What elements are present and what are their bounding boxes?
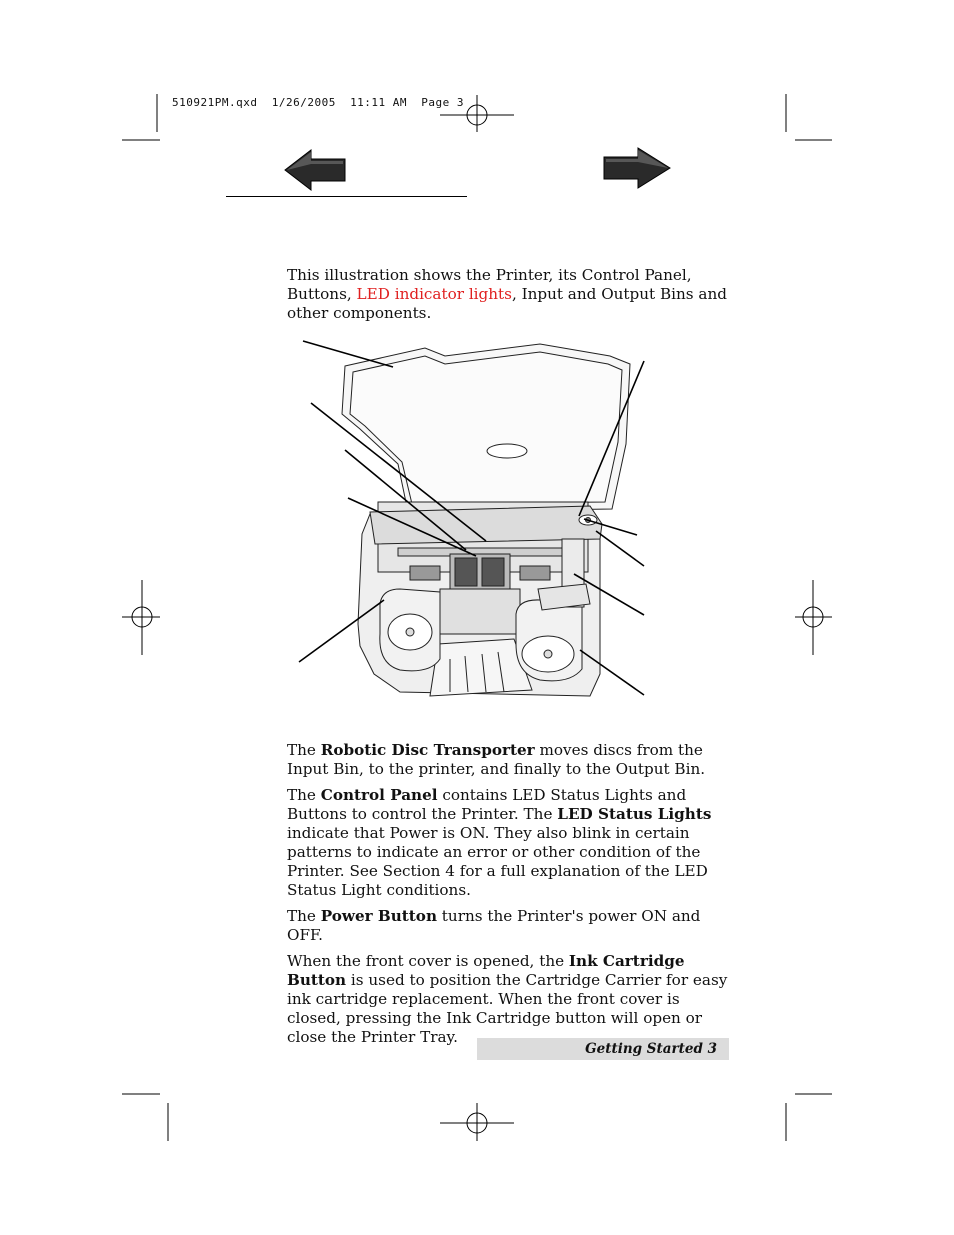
term-ink-cartridge-button: Ink Cartridge Button: [287, 952, 685, 989]
page-footer-label: Getting Started 3: [585, 1041, 717, 1057]
footer-bar: [477, 1038, 729, 1060]
term-control-panel: Control Panel: [320, 786, 438, 804]
term-power-button: Power Button: [320, 907, 437, 925]
control-panel-paragraph: The Control Panel contains LED Status Lights and Buttons to control the Printer. The LED Status Lights indicate that Power is ON. They also blink in certain patterns to indicate an error or other condition of the Printer. See Section 4 for a full explanation of the LED Status Light conditions.: [287, 786, 712, 899]
body-text: [287, 741, 729, 1054]
transporter-paragraph: The Robotic Disc Transporter moves discs from the Input Bin, to the printer, and finally to the Output Bin.: [287, 741, 706, 778]
intro-text: This illustration shows the Printer, its Control Panel, Buttons,: [287, 266, 692, 303]
led-indicator-link[interactable]: LED indicator lights: [356, 285, 512, 303]
ink-cartridge-paragraph: When the front cover is opened, the Ink Cartridge Button is used to position the Cartridge Carrier for easy ink cartridge replacement. When the front cover is closed, pressing the Ink Cartridge button will open or close the Printer Tray.: [287, 952, 728, 1046]
intro-text-end: , Input and Output Bins and other components.: [287, 285, 727, 322]
term-robotic-disc-transporter: Robotic Disc Transporter: [320, 741, 535, 759]
term-led-status-lights: LED Status Lights: [557, 805, 712, 823]
power-button-paragraph: The Power Button turns the Printer's power ON and OFF.: [287, 907, 701, 944]
print-slug: 510921PM.qxd 1/26/2005 11:11 AM Page 3: [172, 96, 465, 109]
